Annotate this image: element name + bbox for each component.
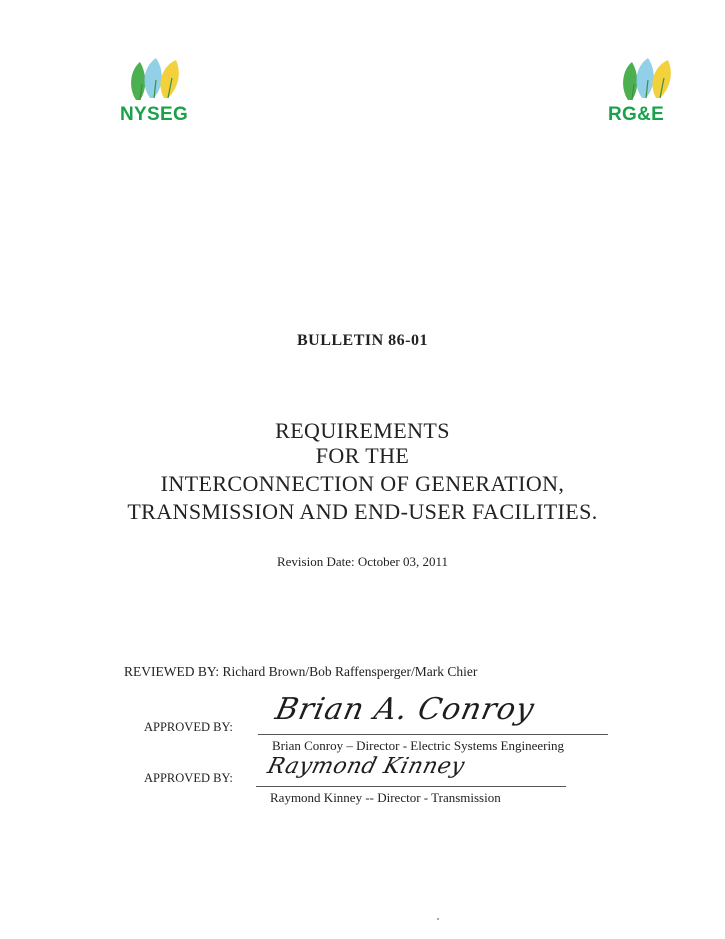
bulletin-number: BULLETIN 86-01 (296, 332, 429, 349)
signature-line (256, 786, 566, 787)
signature-brian-conroy: Brian A. Conroy (272, 692, 538, 727)
document-title-line-2: FOR THE (315, 443, 410, 468)
approved-by-label: APPROVED BY: (144, 720, 233, 734)
signature-line (258, 734, 608, 735)
revision-date: Revision Date: October 03, 2011 (276, 554, 448, 569)
reviewed-by: REVIEWED BY: Richard Brown/Bob Raffensperger/Mark Chier (124, 664, 478, 679)
rge-logo-text: RG&E (608, 104, 665, 125)
scan-speck (437, 918, 439, 920)
approver-name: Brian Conroy – Director - Electric Systems Engineering (272, 738, 565, 753)
approved-by-label: APPROVED BY: (144, 771, 233, 785)
document-title-line-4: TRANSMISSION AND END-USER FACILITIES. (127, 499, 598, 524)
document-title-line-1: REQUIREMENTS (275, 418, 450, 443)
approver-name: Raymond Kinney -- Director - Transmission (270, 790, 501, 805)
nyseg-logo-text: NYSEG (120, 104, 189, 125)
signature-raymond-kinney: Raymond Kinney (264, 754, 468, 779)
document-title-line-3: INTERCONNECTION OF GENERATION, (160, 471, 565, 496)
